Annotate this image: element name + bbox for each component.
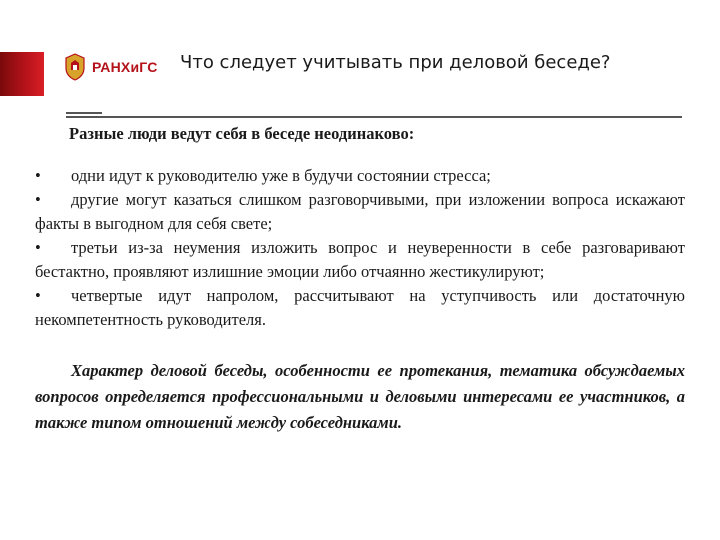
list-item [35, 164, 685, 188]
title-divider-short [66, 112, 102, 114]
red-accent-bar [0, 52, 44, 96]
list-item [35, 188, 685, 236]
bullet-icon: • [35, 238, 41, 257]
list-item [35, 236, 685, 284]
bullet-icon: • [35, 190, 41, 209]
slide-title: Что следует учитывать при деловой беседе? [180, 52, 611, 73]
bullet-text: третьи из-за неумения изложить вопрос и неуверенности в себе разговаривают бестактно, проявляют излишние эмоции либо отчаянно жестикулируют; [35, 238, 685, 281]
bullet-list [35, 164, 685, 332]
bullet-text: четвертые идут напролом, рассчитывают на уступчивость или достаточную некомпетентность руководителя. [35, 286, 685, 329]
intro-text: Разные люди ведут себя в беседе неодинаково: [69, 124, 415, 143]
summary-paragraph: Характер деловой беседы, особенности ее протекания, тематика обсуждаемых вопросов определяется профессиональными и деловыми интересами ее участников, а также типом отношений между собеседниками. [35, 361, 685, 432]
bullet-text: одни идут к руководителю уже в будучи состоянии стресса; [71, 166, 491, 185]
bullet-icon: • [35, 166, 41, 185]
logo-text: РАНХиГС [92, 59, 158, 75]
list-item [35, 284, 685, 332]
slide-content [35, 118, 685, 436]
ranepa-logo [62, 50, 162, 84]
emblem-icon [62, 52, 88, 82]
bullet-text: другие могут казаться слишком разговорчивыми, при изложении вопроса искажают факты в выгодном для себя свете; [35, 190, 685, 233]
bullet-icon: • [35, 286, 41, 305]
